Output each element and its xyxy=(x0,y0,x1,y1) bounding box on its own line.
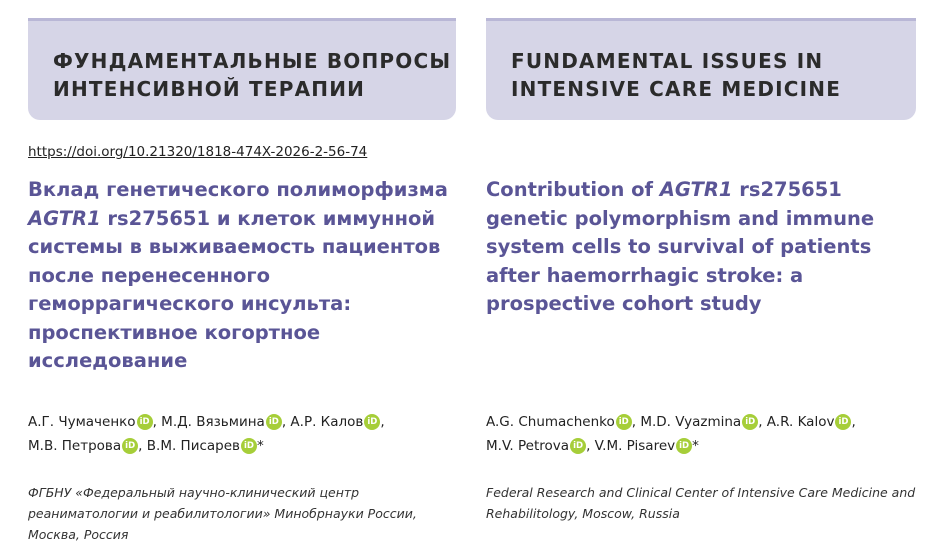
authors-en: A.G. Chumachenko iD , M.D. Vyazmina iD , A.R. Kalov iD , M.V. Petrova iD , V.M. Pisarev iD * xyxy=(486,414,856,454)
author-name: A.R. Kalov xyxy=(766,414,835,430)
orcid-icon[interactable]: iD xyxy=(364,414,380,430)
article-title-en: Contribution of AGTR1 rs275651 genetic polymorphism and immune system cells to survival of patients after haemorrhagic stroke: a prospective cohort study xyxy=(486,178,875,315)
gene-name: AGTR1 xyxy=(28,206,101,230)
orcid-icon[interactable]: iD xyxy=(137,414,153,430)
orcid-icon[interactable]: iD xyxy=(835,414,851,430)
author-name: М.Д. Вязьмина xyxy=(161,414,265,430)
orcid-icon[interactable]: iD xyxy=(122,438,138,454)
affiliation-ru: ФГБНУ «Федеральный научно-клинический центр реаниматологии и реабилитологии» Минобрнауки России, Москва, Россия xyxy=(28,485,417,542)
section-title-ru: ФУНДАМЕНТАЛЬНЫЕ ВОПРОСЫ ИНТЕНСИВНОЙ ТЕРАПИИ xyxy=(53,49,452,101)
orcid-icon[interactable]: iD xyxy=(742,414,758,430)
orcid-icon[interactable]: iD xyxy=(616,414,632,430)
author-name: M.V. Petrova xyxy=(486,438,570,454)
author-name: М.В. Петрова xyxy=(28,438,122,454)
orcid-icon[interactable]: iD xyxy=(570,438,586,454)
author-name: M.D. Vyazmina xyxy=(640,414,742,430)
authors-ru: А.Г. Чумаченко iD , М.Д. Вязьмина iD , А.Р. Калов iD , М.В. Петрова iD , В.М. Писарев iD * xyxy=(28,414,385,454)
orcid-icon[interactable]: iD xyxy=(676,438,692,454)
orcid-icon[interactable]: iD xyxy=(266,414,282,430)
author-name: А.Г. Чумаченко xyxy=(28,414,136,430)
author-name: В.М. Писарев xyxy=(146,438,240,454)
section-title-en: FUNDAMENTAL ISSUES IN INTENSIVE CARE MEDICINE xyxy=(511,49,842,101)
section-header-ru xyxy=(28,18,456,120)
author-name: A.G. Chumachenko xyxy=(486,414,615,430)
section-header-en xyxy=(486,18,916,120)
orcid-icon[interactable]: iD xyxy=(241,438,257,454)
gene-name: AGTR1 xyxy=(659,178,733,201)
article-title-ru: Вклад генетического полиморфизма AGTR1 rs275651 и клеток иммунной системы в выживаемость пациентов после перенесенного геморрагического инсульта: проспективное когортное исследование xyxy=(28,178,448,372)
author-name: А.Р. Калов xyxy=(290,414,364,430)
author-name: V.M. Pisarev xyxy=(594,438,676,454)
corresponding-mark: * xyxy=(257,438,264,454)
affiliation-en: Federal Research and Clinical Center of Intensive Care Medicine and Rehabilitology, Moscow, Russia xyxy=(486,485,916,521)
doi-link[interactable]: https://doi.org/10.21320/1818-474X-2026-2-56-74 xyxy=(28,144,368,160)
corresponding-mark: * xyxy=(692,438,699,454)
